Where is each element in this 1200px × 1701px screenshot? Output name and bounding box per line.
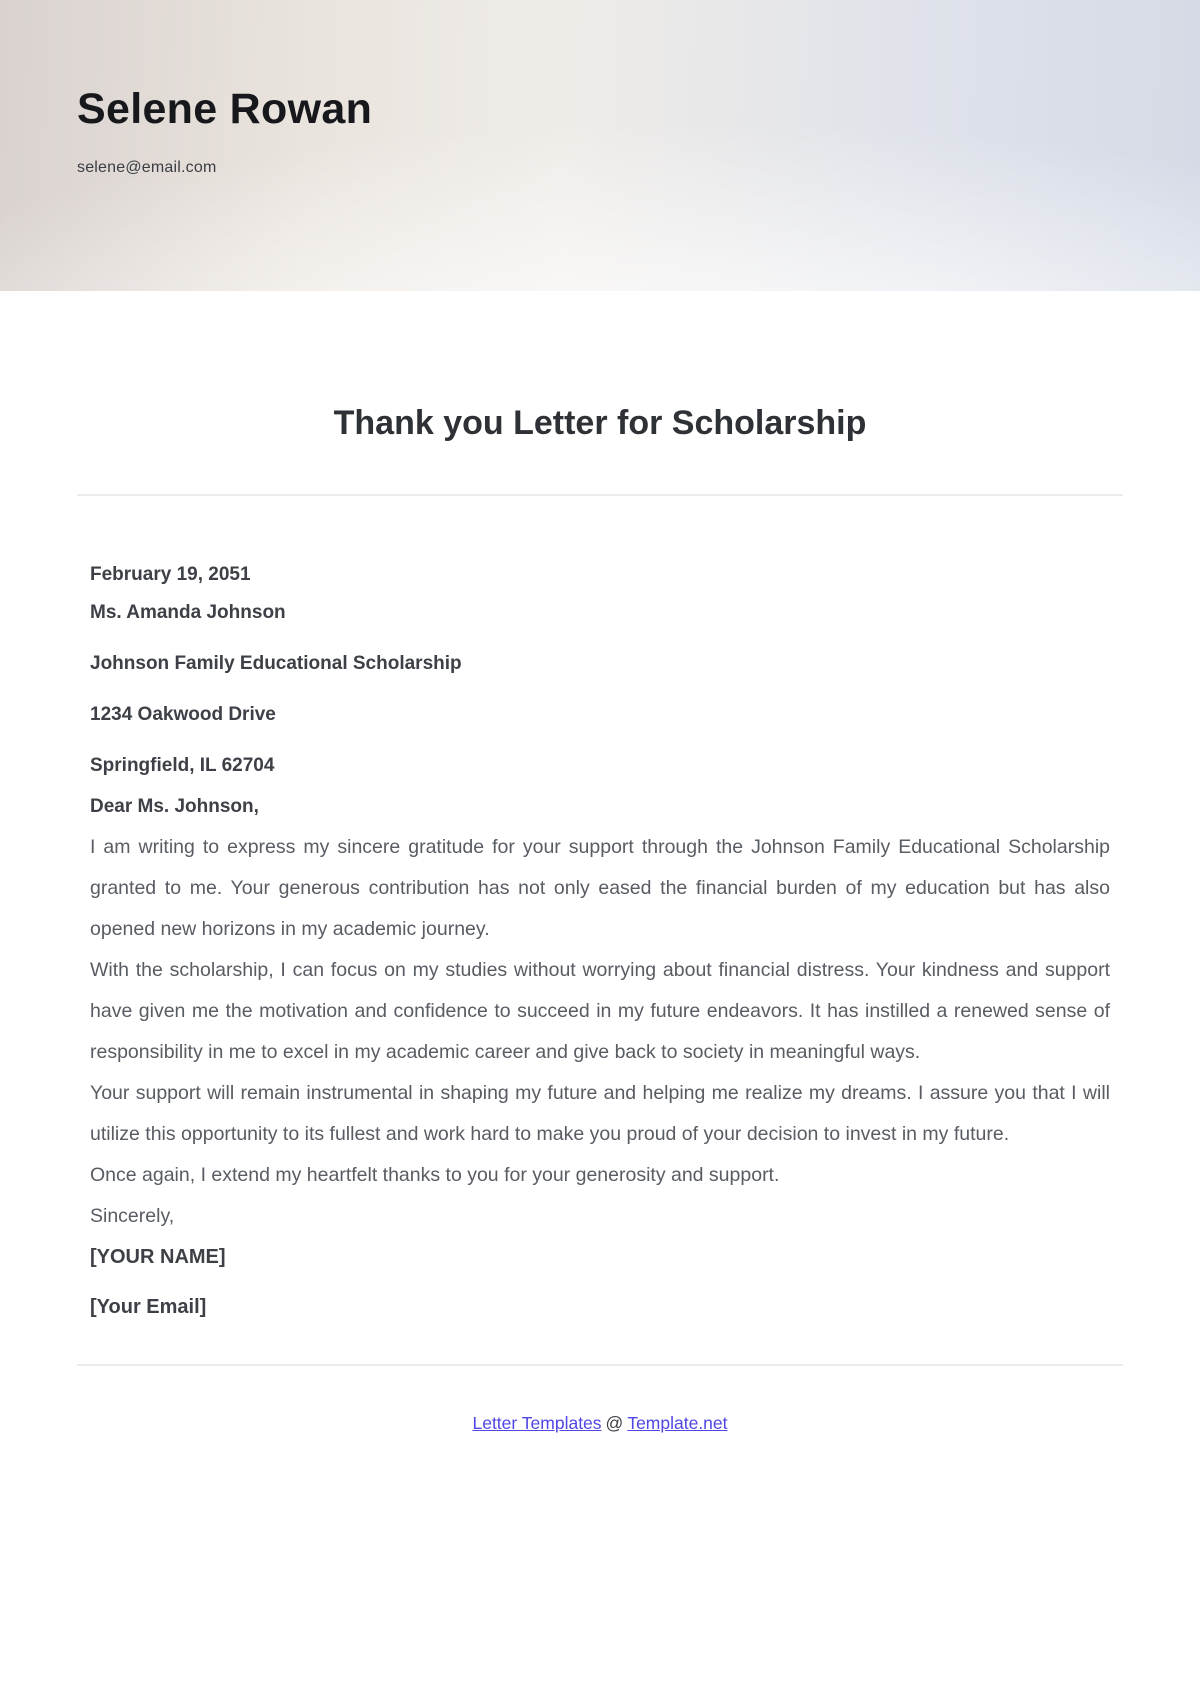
letter-date: February 19, 2051 <box>90 564 251 585</box>
recipient-street: 1234 Oakwood Drive <box>90 704 276 725</box>
paragraph-2: With the scholarship, I can focus on my studies without worrying about financial distress. Your kindness and support have given me the motivation and confidence to succeed in my future endeavors. It has instilled a renewed sense of responsibility in me to excel in my academic career and give back to society in meaningful ways. <box>90 959 1110 1063</box>
footer <box>0 1413 1200 1434</box>
letter-body <box>0 496 1200 1328</box>
closing: Sincerely, <box>90 1205 175 1227</box>
recipient-organization: Johnson Family Educational Scholarship <box>90 653 462 674</box>
paragraph-1: I am writing to express my sincere gratitude for your support through the Johnson Family Educational Scholarship granted to me. Your generous contribution has not only eased the financial burden of my education but has also opened new horizons in my academic journey. <box>90 836 1110 940</box>
template-net-link[interactable]: Template.net <box>627 1413 728 1433</box>
salutation: Dear Ms. Johnson, <box>90 796 259 817</box>
letter-templates-link[interactable]: Letter Templates <box>472 1413 602 1433</box>
bottom-divider <box>77 1364 1123 1366</box>
recipient-city: Springfield, IL 62704 <box>90 755 275 776</box>
signature-email-placeholder: [Your Email] <box>90 1296 207 1318</box>
paragraph-3: Your support will remain instrumental in shaping my future and helping me realize my dreams. I assure you that I will utilize this opportunity to its fullest and work hard to make you proud of your decision to invest in my future. <box>90 1082 1110 1145</box>
sender-name: Selene Rowan <box>77 85 373 133</box>
footer-separator: @ <box>605 1413 624 1433</box>
page-title: Thank you Letter for Scholarship <box>333 404 867 442</box>
recipient-name: Ms. Amanda Johnson <box>90 602 286 623</box>
letterhead <box>0 0 1200 291</box>
sender-email: selene@email.com <box>77 159 217 176</box>
signature-name-placeholder: [YOUR NAME] <box>90 1246 226 1268</box>
paragraph-4: Once again, I extend my heartfelt thanks to you for your generosity and support. <box>90 1164 780 1186</box>
